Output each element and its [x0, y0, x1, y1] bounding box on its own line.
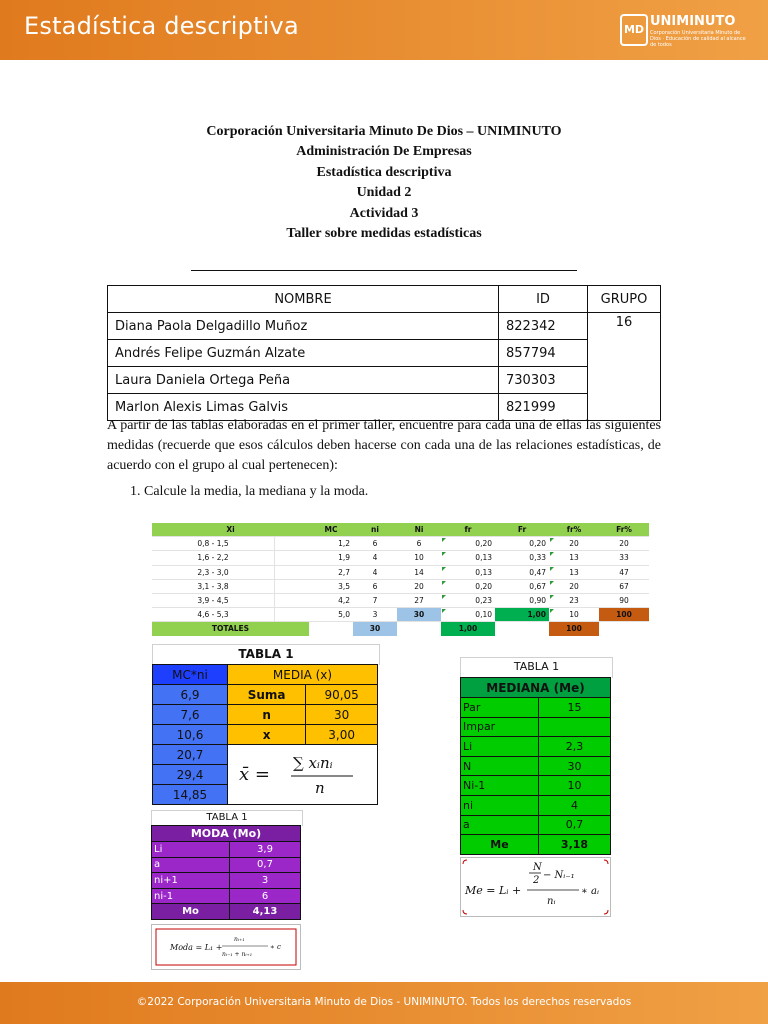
table-row [152, 593, 649, 607]
cell-blank [275, 537, 310, 551]
cell-xi: 3,9 - 4,5 [152, 593, 275, 607]
cell-Fr: 0,33 [495, 551, 549, 565]
col-header-fr: fr [441, 523, 495, 537]
mcni-value: 29,4 [153, 765, 228, 785]
member-id: 730303 [499, 367, 588, 394]
svg-text:n: n [314, 779, 325, 797]
col-header-Frp: Fr% [599, 523, 649, 537]
median-formula-image [461, 858, 610, 916]
cell-xi: 0,8 - 1,5 [152, 537, 275, 551]
member-name: Andrés Felipe Guzmán Alzate [108, 340, 499, 367]
moda-label: ni+1 [152, 873, 230, 889]
moda-value: 0,7 [230, 857, 301, 873]
cell-mc: 2,7 [309, 565, 353, 579]
cell-frp: 10 [549, 608, 599, 622]
media-label: Suma [228, 685, 306, 705]
cell-Fr: 0,67 [495, 579, 549, 593]
cell-mc: 1,2 [309, 537, 353, 551]
cell-fr: 0,23 [441, 593, 495, 607]
total-fr: 1,00 [441, 622, 495, 636]
svg-text:∗ aᵢ: ∗ aᵢ [581, 886, 599, 897]
svg-text:Moda = L₁ +: Moda = L₁ + [170, 943, 223, 952]
svg-text:− Nᵢ₋₁: − Nᵢ₋₁ [543, 870, 575, 881]
cell-Ni: 14 [397, 565, 441, 579]
mode-formula [151, 924, 301, 970]
table-row [108, 340, 661, 367]
member-id: 821999 [499, 394, 588, 421]
mean-formula [228, 745, 378, 805]
svg-text:nᵢ: nᵢ [547, 896, 556, 907]
col-header-name: NOMBRE [108, 286, 499, 313]
mediana-label: N [461, 756, 539, 776]
frequency-header-row [152, 523, 649, 537]
heading-line: Estadística descriptiva [316, 164, 452, 180]
media-value: 3,00 [306, 725, 378, 745]
mediana-value: 15 [539, 698, 611, 718]
totals-row [152, 622, 649, 636]
median-formula [460, 857, 611, 917]
col-header-ni: ni [353, 523, 397, 537]
moda-value: 3 [230, 873, 301, 889]
member-id: 822342 [499, 313, 588, 340]
svg-text:2: 2 [533, 875, 540, 886]
cell-ni: 6 [353, 579, 397, 593]
cell-blank [275, 551, 310, 565]
cell-ni: 4 [353, 565, 397, 579]
mediana-value: 30 [539, 756, 611, 776]
uniminuto-logo [620, 12, 750, 48]
cell-blank [495, 622, 549, 636]
cell-frp: 23 [549, 593, 599, 607]
svg-text:x̄ =: x̄ = [238, 764, 270, 785]
moda-label: Mo [152, 904, 230, 920]
footer-copyright: ©2022 Corporación Universitaria Minuto de Dios - UNIMINUTO. Todos los derechos reservados [136, 996, 632, 1008]
frequency-table [152, 523, 649, 636]
mcni-value: 20,7 [153, 745, 228, 765]
total-frp: 100 [549, 622, 599, 636]
mcni-value: 6,9 [153, 685, 228, 705]
cell-frp: 13 [549, 551, 599, 565]
totals-label: TOTALES [152, 622, 309, 636]
moda-value: 3,9 [230, 842, 301, 858]
cell-Frp: 90 [599, 593, 649, 607]
mediana-label: Par [461, 698, 539, 718]
mediana-label: Impar [461, 717, 539, 737]
cell-blank [275, 593, 310, 607]
member-name: Diana Paola Delgadillo Muñoz [108, 313, 499, 340]
cell-ni: 3 [353, 608, 397, 622]
mediana-label: a [461, 815, 539, 835]
col-header-xi: Xi [152, 523, 309, 537]
mediana-value: 3,18 [539, 835, 611, 855]
heading-line: Corporación Universitaria Minuto De Dios – UNIMINUTO [206, 124, 562, 139]
cell-blank [309, 622, 353, 636]
table-row [152, 537, 649, 551]
cell-Ni-highlight: 30 [397, 608, 441, 622]
moda-header: MODA (Mo) [152, 826, 301, 842]
task-item-1: 1. Calcule la media, la mediana y la moda. [130, 484, 369, 499]
cell-blank [275, 579, 310, 593]
cover-heading [0, 122, 768, 244]
mediana-value [539, 717, 611, 737]
media-table [152, 664, 378, 805]
col-header-mc: MC [309, 523, 353, 537]
mediana-value: 10 [539, 776, 611, 796]
mediana-label: Me [461, 835, 539, 855]
col-header-Ni: Ni [397, 523, 441, 537]
cell-xi: 1,6 - 2,2 [152, 551, 275, 565]
mediana-table [460, 677, 611, 855]
table-row [108, 313, 661, 340]
table-row [152, 579, 649, 593]
cell-xi: 3,1 - 3,8 [152, 579, 275, 593]
media-caption: TABLA 1 [152, 644, 380, 665]
cell-Fr: 0,20 [495, 537, 549, 551]
cell-Frp: 47 [599, 565, 649, 579]
cell-mc: 4,2 [309, 593, 353, 607]
logo-subtitle: Corporación Universitaria Minuto de Dios · Educación de calidad al alcance de todos [650, 30, 746, 48]
mcni-header: MC*ni [153, 665, 228, 685]
cell-ni: 4 [353, 551, 397, 565]
intro-paragraph: A partir de las tablas elaboradas en el primer taller, encuentre para cada una de ellas las siguientes medidas (recuerde que esos cálculos deben hacerse con cada una de las relaciones estadísticas, de acuerdo con el grupo al cual pertenecen): [107, 418, 661, 473]
svg-text:∗ c: ∗ c [270, 943, 281, 951]
svg-text:nᵢ₊₁: nᵢ₊₁ [234, 936, 245, 943]
mean-formula-image [233, 746, 373, 800]
heading-line: Unidad 2 [356, 185, 412, 201]
col-header-group: GRUPO [588, 286, 661, 313]
cell-Frp: 67 [599, 579, 649, 593]
signature-rule [191, 270, 577, 271]
svg-text:Me = Lᵢ +: Me = Lᵢ + [465, 884, 522, 897]
moda-label: Li [152, 842, 230, 858]
mediana-label: ni [461, 795, 539, 815]
col-header-id: ID [499, 286, 588, 313]
mediana-header: MEDIANA (Me) [461, 678, 611, 698]
logo-mark-icon: MD [620, 14, 648, 46]
moda-label: ni-1 [152, 888, 230, 904]
moda-table [151, 825, 301, 920]
mediana-label: Li [461, 737, 539, 757]
logo-name: UNIMINUTO [650, 14, 736, 29]
moda-value: 6 [230, 888, 301, 904]
members-table [107, 285, 661, 421]
cell-Frp: 20 [599, 537, 649, 551]
cell-blank [397, 622, 441, 636]
heading-line: Taller sobre medidas estadísticas [286, 226, 482, 242]
moda-label: a [152, 857, 230, 873]
footer-bar [0, 982, 768, 1024]
cell-fr: 0,10 [441, 608, 495, 622]
member-id: 857794 [499, 340, 588, 367]
mcni-value: 14,85 [153, 785, 228, 805]
mediana-value: 2,3 [539, 737, 611, 757]
cell-blank [275, 608, 310, 622]
cell-mc: 1,9 [309, 551, 353, 565]
svg-text:nᵢ₋₁ + nᵢ₊₁: nᵢ₋₁ + nᵢ₊₁ [222, 951, 253, 958]
group-number: 16 [588, 313, 661, 421]
cell-Ni: 6 [397, 537, 441, 551]
mediana-value: 4 [539, 795, 611, 815]
cell-Ni: 20 [397, 579, 441, 593]
media-label: n [228, 705, 306, 725]
cell-fr: 0,13 [441, 551, 495, 565]
cell-frp: 20 [549, 579, 599, 593]
cell-Fr-highlight: 1,00 [495, 608, 549, 622]
mediana-label: Ni-1 [461, 776, 539, 796]
cell-mc: 5,0 [309, 608, 353, 622]
mediana-caption: TABLA 1 [460, 657, 613, 678]
col-header-Fr: Fr [495, 523, 549, 537]
cell-Frp-highlight: 100 [599, 608, 649, 622]
cell-xi: 4,6 - 5,3 [152, 608, 275, 622]
media-value: 30 [306, 705, 378, 725]
media-header: MEDIA (x) [228, 665, 378, 685]
table-row [152, 608, 649, 622]
header-bar [0, 0, 768, 60]
cell-fr: 0,20 [441, 537, 495, 551]
member-name: Laura Daniela Ortega Peña [108, 367, 499, 394]
table-row [152, 551, 649, 565]
moda-value: 4,13 [230, 904, 301, 920]
cell-frp: 20 [549, 537, 599, 551]
member-name: Marlon Alexis Limas Galvis [108, 394, 499, 421]
mode-formula-image [152, 925, 300, 969]
cell-Frp: 33 [599, 551, 649, 565]
cell-Fr: 0,90 [495, 593, 549, 607]
svg-text:N: N [533, 862, 542, 873]
mcni-value: 7,6 [153, 705, 228, 725]
cell-fr: 0,13 [441, 565, 495, 579]
cell-Fr: 0,47 [495, 565, 549, 579]
svg-text:∑ xᵢnᵢ: ∑ xᵢnᵢ [292, 754, 333, 772]
cell-fr: 0,20 [441, 579, 495, 593]
cell-ni: 6 [353, 537, 397, 551]
cell-frp: 13 [549, 565, 599, 579]
cell-mc: 3,5 [309, 579, 353, 593]
table-row [152, 565, 649, 579]
moda-caption: TABLA 1 [151, 810, 303, 826]
header-title: Estadística descriptiva [24, 12, 299, 40]
cell-blank [599, 622, 649, 636]
cell-Ni: 10 [397, 551, 441, 565]
heading-line: Administración De Empresas [296, 144, 472, 160]
cell-ni: 7 [353, 593, 397, 607]
media-label: x [228, 725, 306, 745]
col-header-frp: fr% [549, 523, 599, 537]
total-ni: 30 [353, 622, 397, 636]
cell-blank [275, 565, 310, 579]
table-row [108, 367, 661, 394]
media-value: 90,05 [306, 685, 378, 705]
cell-xi: 2,3 - 3,0 [152, 565, 275, 579]
mediana-value: 0,7 [539, 815, 611, 835]
heading-line: Actividad 3 [349, 205, 419, 221]
cell-Ni: 27 [397, 593, 441, 607]
mcni-value: 10,6 [153, 725, 228, 745]
